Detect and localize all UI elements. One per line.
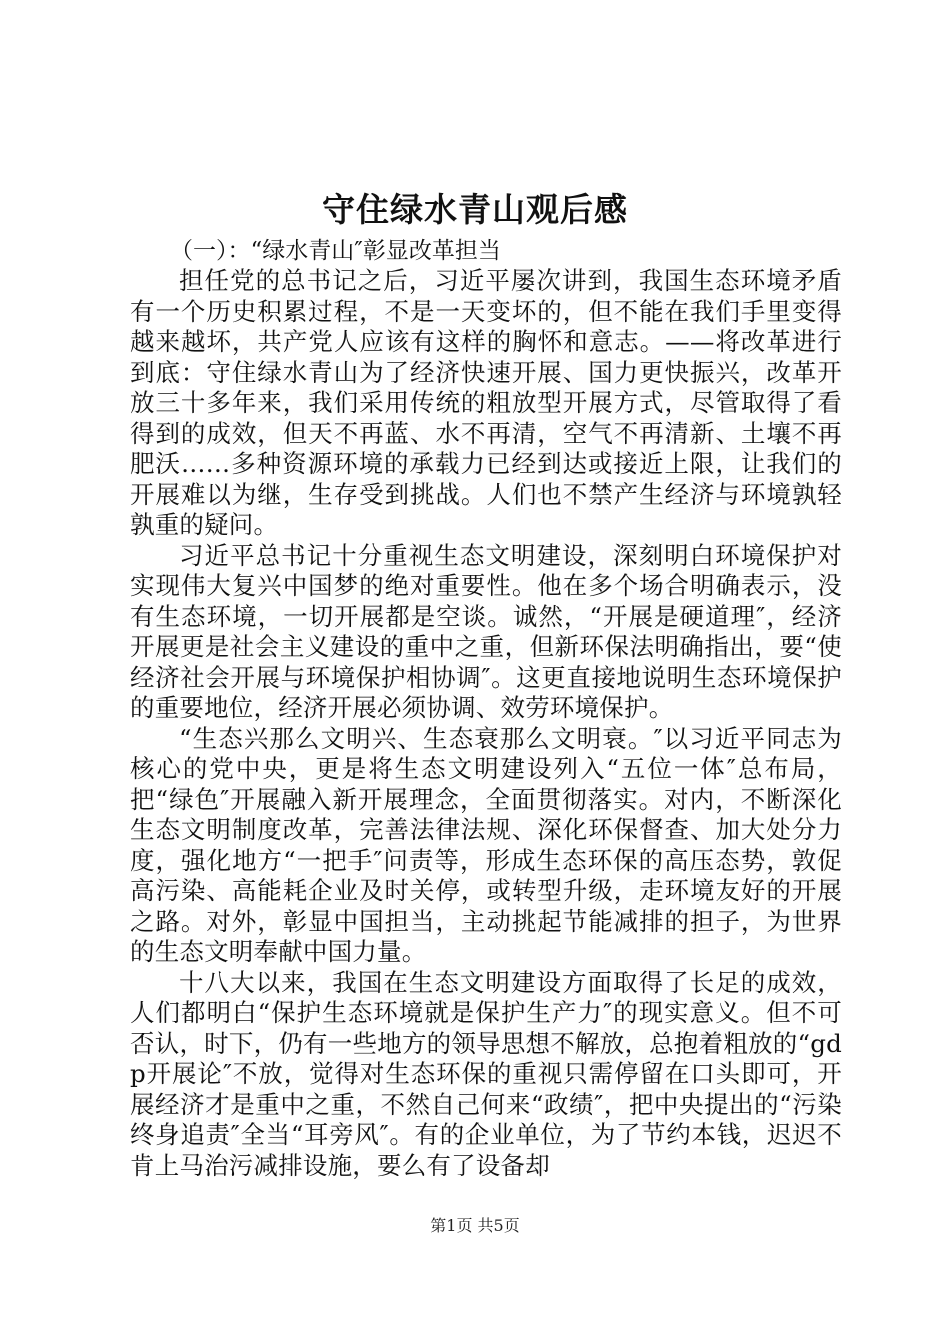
- document-title: 守住绿水青山观后感: [322, 190, 628, 229]
- paragraph-4: 十八大以来，我国在生态文明建设方面取得了长足的成效，人们都明白“保护生态环境就是保护生产力″的现实意义。但不可否认，时下，仍有一些地方的领导思想不解放，总抱着粗放的“gdp开展论″不放，觉得对生态环保的重视只需停留在口头即可，开展经济才是重中之重，不然自己何来“政绩″，把中央提出的“污染终身追责″全当“耳旁风″。有的企业单位，为了节约本钱，迟迟不肯上马治污减排设施，要么有了设备却: [130, 967, 842, 1180]
- paragraph-3: “生态兴那么文明兴、生态衰那么文明衰。″以习近平同志为核心的党中央，更是将生态文明建设列入“五位一体″总布局，把“绿色″开展融入新开展理念，全面贯彻落实。对内，不断深化生态文明制度改革，完善法律法规、深化环保督查、加大处分力度，强化地方“一把手″问责等，形成生态环保的高压态势，敦促高污染、高能耗企业及时关停，或转型升级，走环境友好的开展之路。对外，彰显中国担当，主动挑起节能减排的担子，为世界的生态文明奉献中国力量。: [130, 723, 842, 966]
- section-heading: （一）：“绿水青山″彰显改革担当: [170, 238, 501, 264]
- paragraph-2: 习近平总书记十分重视生态文明建设，深刻明白环境保护对实现伟大复兴中国梦的绝对重要性。他在多个场合明确表示，没有生态环境，一切开展都是空谈。诚然，“开展是硬道理″，经济开展更是社会主义建设的重中之重，但新环保法明确指出，要“使经济社会开展与环境保护相协调″。这更直接地说明生态环境保护的重要地位，经济开展必须协调、效劳环境保护。: [130, 540, 842, 722]
- paragraph-1: 担任党的总书记之后，习近平屡次讲到，我国生态环境矛盾有一个历史积累过程，不是一天变坏的，但不能在我们手里变得越来越坏，共产党人应该有这样的胸怀和意志。——将改革进行到底：守住绿水青山为了经济快速开展、国力更快振兴，改革开放三十多年来，我们采用传统的粗放型开展方式，尽管取得了看得到的成效，但天不再蓝、水不再清，空气不再清新、土壤不再肥沃……多种资源环境的承载力已经到达或接近上限，让我们的开展难以为继，生存受到挑战。人们也不禁产生经济与环境孰轻孰重的疑问。: [130, 266, 842, 539]
- document-body: [130, 266, 842, 1181]
- page-number-footer: 第1页 共5页: [430, 1216, 520, 1235]
